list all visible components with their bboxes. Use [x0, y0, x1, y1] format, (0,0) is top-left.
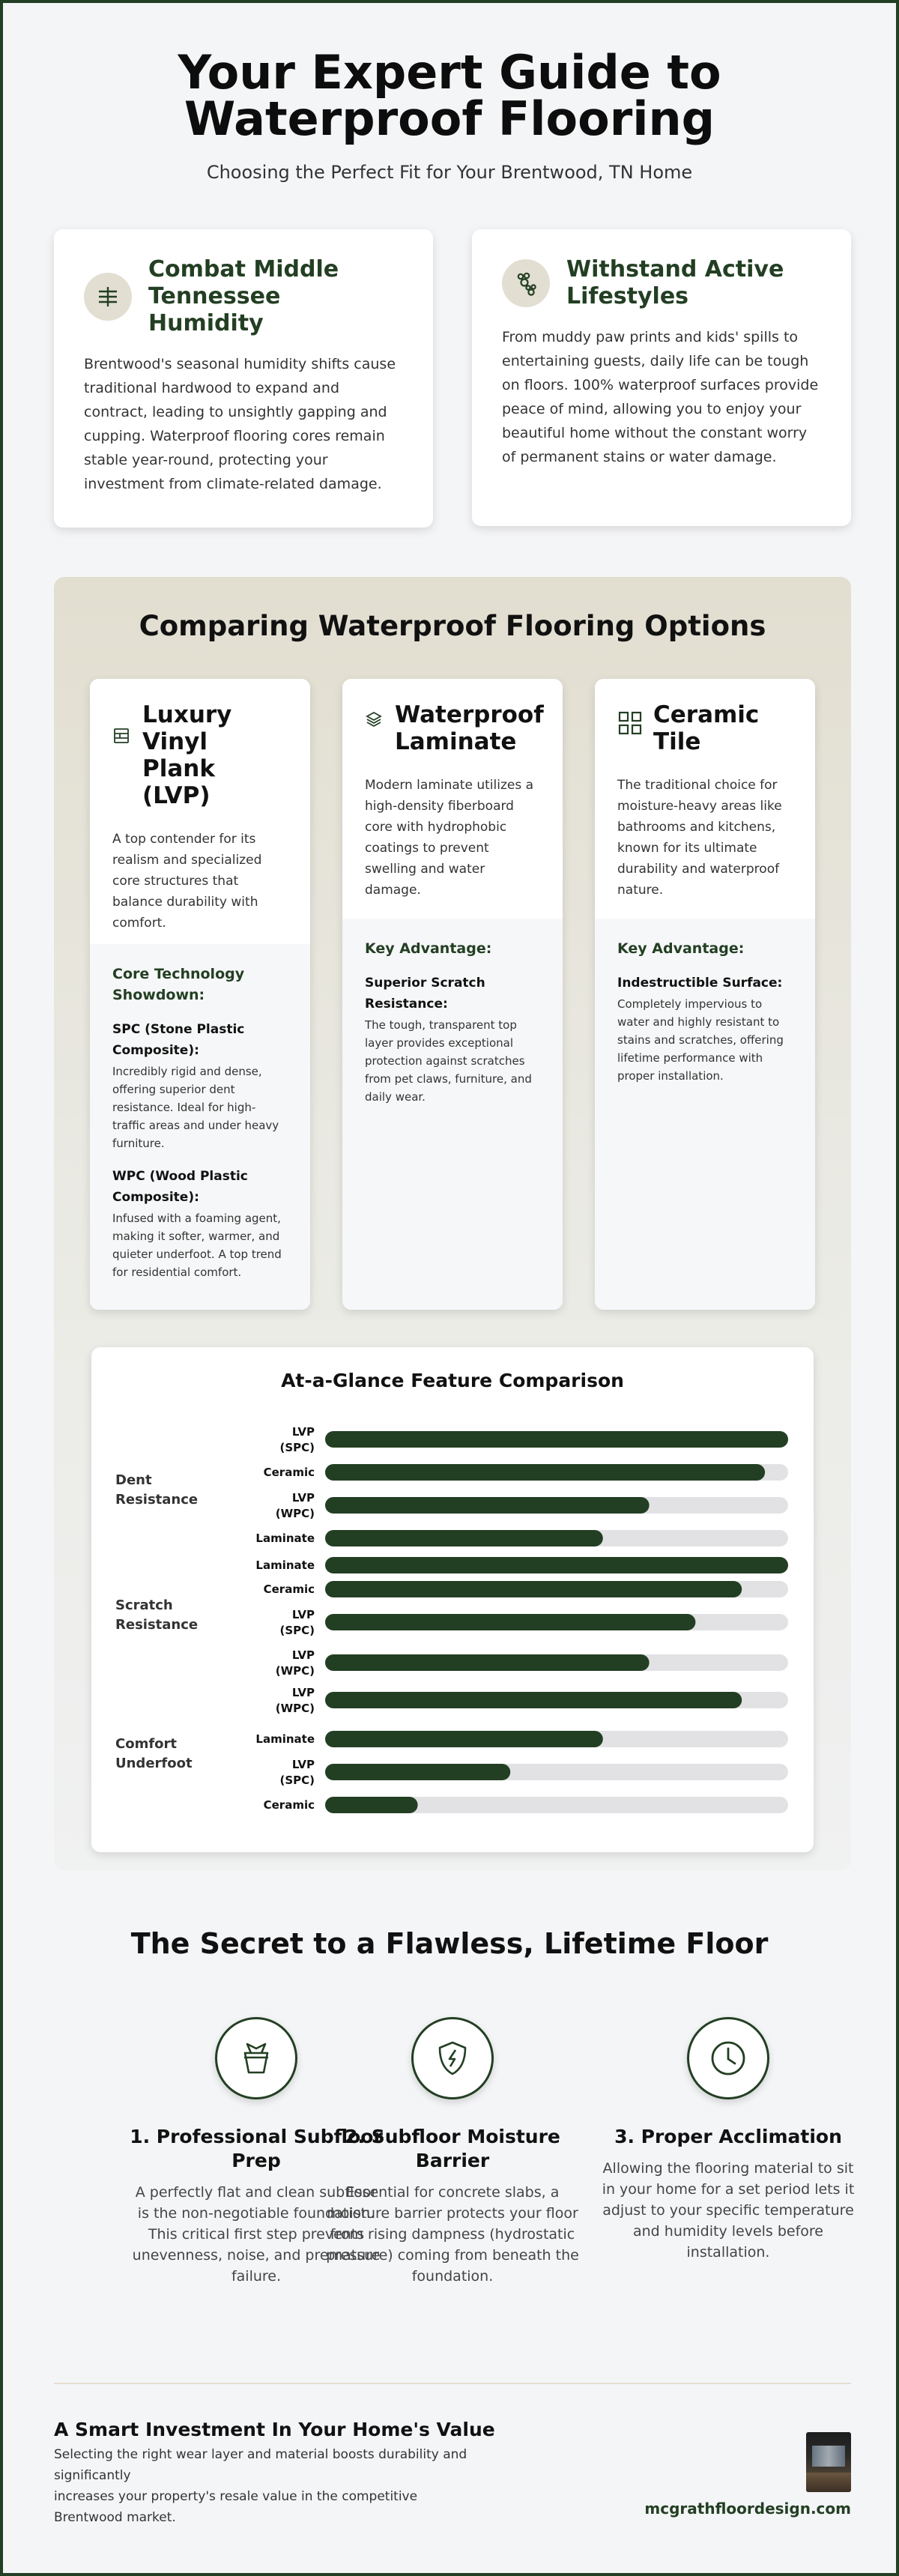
footer-title: A Smart Investment In Your Home's Value [54, 2419, 495, 2440]
option-card-laminate [342, 679, 563, 1310]
option-desc: Modern laminate utilizes a high-density fiberboard core with hydrophobic coatings to prevent swelling and water damage. [365, 778, 534, 898]
advantage-title: Superior Scratch Resistance: [365, 976, 485, 1012]
step-text: Allowing the flooring material to sit in your home for a set period lets it adjust to your specific temperature and humidity levels before installation. [602, 2160, 855, 2261]
clock-icon [687, 2017, 769, 2099]
footer-text-line-1: Selecting the right wear layer and material boosts durability and significantly [54, 2447, 467, 2483]
chart-group-label: Comfort Underfoot [115, 1736, 193, 1771]
chart-bar [325, 1614, 695, 1630]
temperature-humidity-icon [84, 273, 132, 321]
footer-text-line-2: increases your property's resale value in the competitive Brentwood market. [54, 2489, 418, 2525]
chart-bar [325, 1731, 603, 1747]
chart-bar-label: LVP (SPC) [279, 1758, 315, 1787]
chart-group-label: Scratch Resistance [115, 1597, 199, 1633]
chart-bar-label: Laminate [255, 1732, 315, 1746]
chart-bar-label: Laminate [255, 1532, 315, 1545]
chart-bar-label: Laminate [255, 1558, 315, 1572]
interior-photo [806, 2432, 851, 2492]
hero [3, 45, 896, 183]
step-title: 2. Subfloor Moisture Barrier [345, 2126, 560, 2171]
wpc-title: WPC (Wood Plastic Composite): [112, 1169, 248, 1205]
chart-bar [325, 1464, 765, 1481]
step-acclimation [601, 2017, 856, 2263]
option-card-lvp [90, 679, 310, 1310]
chart-bar [325, 1692, 742, 1708]
card-title: Withstand Active Lifestyles [566, 256, 784, 309]
chart-bar [325, 1764, 510, 1780]
plank-icon [112, 727, 130, 745]
chart-bar-label: LVP (SPC) [279, 1608, 315, 1637]
option-section-title: Core Technology Showdown: [112, 966, 245, 1003]
card-text: Brentwood's seasonal humidity shifts cause traditional hardwood to expand and contract, leading to unsightly gapping and cupping. Waterproof flooring cores remain stable year-round, protecting your investment from climate-related damage. [84, 356, 396, 492]
page-subtitle: Choosing the Perfect Fit for Your Brentwood, TN Home [206, 162, 693, 183]
chart-bar [325, 1797, 418, 1813]
option-title: Waterproof Laminate [395, 701, 544, 755]
chart-bar [325, 1431, 788, 1448]
spc-text: Incredibly rigid and dense, offering superior dent resistance. Ideal for high-traffic areas and under heavy furniture. [112, 1065, 279, 1150]
lifestyle-card [472, 229, 851, 526]
wpc-text: Infused with a foaming agent, making it softer, warmer, and quieter underfoot. A top trend for residential comfort. [112, 1212, 282, 1279]
advantage-text: Completely impervious to water and highly resistant to stains and scratches, offering lifetime performance with proper installation. [617, 997, 784, 1083]
option-desc: A top contender for its realism and specialized core structures that balance durability with comfort. [112, 832, 262, 931]
step-title: 1. Professional Subfloor Prep [130, 2126, 383, 2171]
website-link[interactable]: mcgrathfloordesign.com [644, 2500, 851, 2518]
section-title: Comparing Waterproof Flooring Options [139, 610, 766, 642]
humidity-card [54, 229, 433, 527]
chart-bar [325, 1581, 742, 1597]
footer-text [54, 2444, 473, 2528]
spc-title: SPC (Stone Plastic Composite): [112, 1022, 245, 1058]
step-text: Essential for concrete slabs, a moisture barrier protects your floor from rising dampness (hydrostatic pressure) coming from beneath the foundation. [326, 2184, 579, 2285]
card-text: From muddy paw prints and kids' spills to entertaining guests, daily life can be tough on floors. 100% waterproof surfaces provide peace of mind, allowing you to enjoy your beautiful home without the constant worry of permanent stains or water damage. [502, 329, 819, 465]
comparison-section [54, 577, 851, 1870]
layers-icon [365, 710, 383, 728]
option-section-title: Key Advantage: [365, 940, 492, 957]
chart-bar [325, 1557, 788, 1573]
paw-prints-icon [502, 259, 550, 307]
tile-grid-icon [617, 710, 643, 736]
chart-bar [325, 1654, 650, 1671]
chart-bar-label: LVP (WPC) [275, 1648, 315, 1678]
step-text: A perfectly flat and clean subfloor is the non-negotiable foundation. This critical first step prevents unevenness, noise, and premature failure. [132, 2184, 381, 2285]
card-title: Combat Middle Tennessee Humidity [148, 256, 339, 336]
option-desc: The traditional choice for moisture-heavy areas like bathrooms and kitchens, known for its ultimate durability and waterproof nature. [617, 778, 782, 898]
chart-svg [91, 1347, 814, 1852]
chart-bar-label: LVP (SPC) [279, 1425, 315, 1454]
chart-bar [325, 1497, 650, 1514]
step-moisture-barrier [325, 2017, 580, 2287]
chart-bar-label: Ceramic [263, 1582, 315, 1596]
chart-bar-label: LVP (WPC) [275, 1491, 315, 1520]
feature-comparison-chart [91, 1347, 814, 1852]
option-section-title: Key Advantage: [617, 940, 745, 957]
shield-icon [411, 2017, 494, 2099]
chart-group-label: Dent Resistance [115, 1472, 199, 1508]
option-card-ceramic [595, 679, 815, 1310]
advantage-text: The tough, transparent top layer provides exceptional protection against scratches from pet claws, furniture, and daily wear. [365, 1018, 532, 1104]
secret-title: The Secret to a Flawless, Lifetime Floor [130, 1927, 769, 1960]
option-title: Ceramic Tile [653, 701, 760, 755]
chart-bar-label: Ceramic [263, 1466, 315, 1479]
option-title: Luxury Vinyl Plank (LVP) [142, 701, 232, 809]
chart-bar-label: LVP (WPC) [275, 1686, 315, 1715]
trowel-bucket-icon [215, 2017, 297, 2099]
chart-bar [325, 1530, 603, 1546]
step-title: 3. Proper Acclimation [614, 2126, 842, 2147]
page-title: Your Expert Guide to Waterproof Flooring [178, 45, 721, 146]
footer-divider [54, 2383, 851, 2384]
chart-title: At-a-Glance Feature Comparison [281, 1370, 624, 1391]
chart-bar-label: Ceramic [263, 1798, 315, 1812]
advantage-title: Indestructible Surface: [617, 976, 783, 991]
